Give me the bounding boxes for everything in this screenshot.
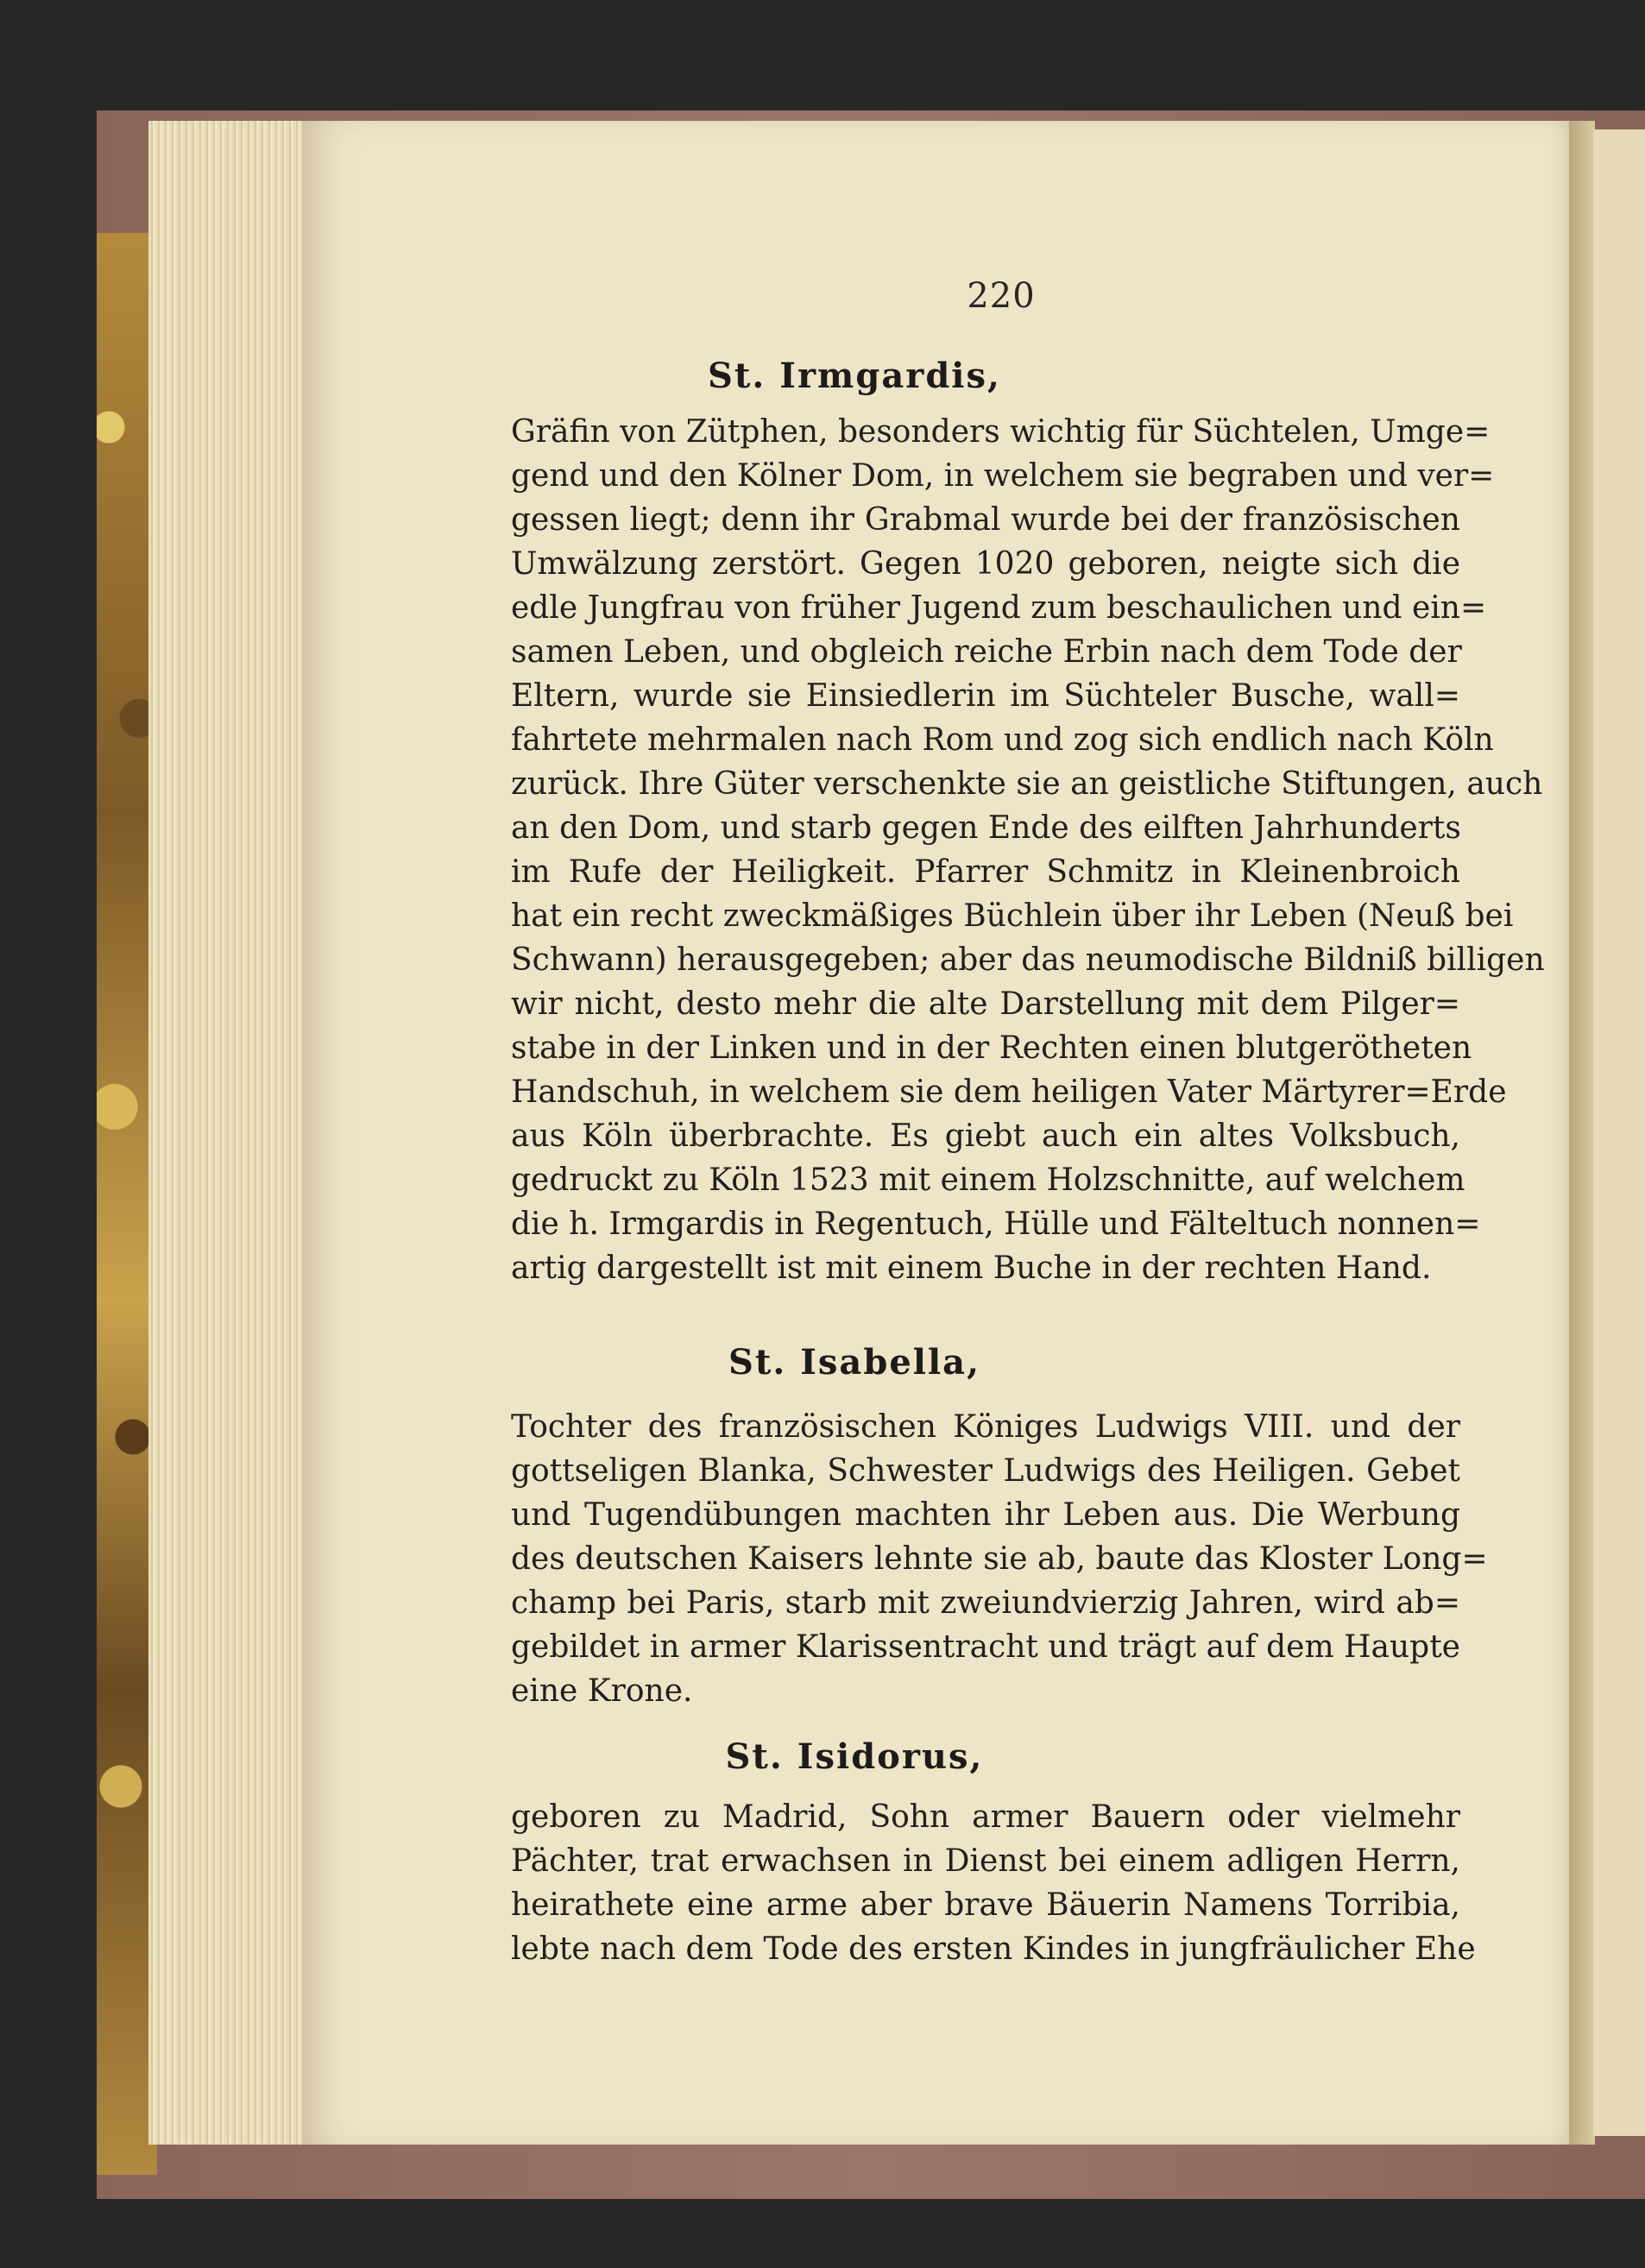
text-line: Eltern, wurde sie Einsiedlerin im Süchteler Busche, wall=: [511, 678, 1460, 714]
section-heading-irmgardis: St. Irmgardis,: [708, 356, 1001, 396]
text-line: artig dargestellt ist mit einem Buche in der rechten Hand.: [511, 1251, 1432, 1286]
section-text-isabella: [511, 1405, 1488, 1713]
text-line: Umwälzung zerstört. Gegen 1020 geboren, neigte sich die: [511, 546, 1460, 582]
text-line: champ bei Paris, starb mit zweiundvierzig Jahren, wird ab=: [511, 1585, 1460, 1621]
text-line: Handschuh, in welchem sie dem heiligen Vater Märtyrer=Erde: [511, 1074, 1507, 1110]
text-line: stabe in der Linken und in der Rechten einen blutgerötheten: [511, 1030, 1472, 1066]
text-line: an den Dom, und starb gegen Ende des eilften Jahrhunderts: [511, 810, 1461, 846]
text-line: im Rufe der Heiligkeit. Pfarrer Schmitz in Kleinenbroich: [511, 854, 1460, 890]
text-line: hat ein recht zweckmäßiges Büchlein über ihr Leben (Neuß bei: [511, 898, 1514, 934]
text-line: die h. Irmgardis in Regentuch, Hülle und Fälteltuch nonnen=: [511, 1206, 1481, 1242]
text-line: aus Köln überbrachte. Es giebt auch ein altes Volksbuch,: [511, 1118, 1460, 1154]
section-heading-isabella: St. Isabella,: [728, 1342, 980, 1383]
page-block-edge: [148, 121, 312, 2145]
text-line: Pächter, trat erwachsen in Dienst bei einem adligen Herrn,: [511, 1843, 1460, 1879]
text-line: samen Leben, und obgleich reiche Erbin nach dem Tode der: [511, 634, 1462, 670]
text-line: lebte nach dem Tode des ersten Kindes in jungfräulicher Ehe: [511, 1931, 1476, 1967]
facing-page: [1593, 129, 1645, 2136]
section-text-isidorus: [511, 1795, 1476, 1971]
section-heading-isidorus: St. Isidorus,: [725, 1736, 984, 1777]
text-line: fahrtete mehrmalen nach Rom und zog sich endlich nach Köln: [511, 722, 1494, 758]
page-gutter: [1569, 121, 1595, 2145]
text-line: geboren zu Madrid, Sohn armer Bauern oder vielmehr: [511, 1799, 1460, 1835]
text-line: gedruckt zu Köln 1523 mit einem Holzschnitte, auf welchem: [511, 1162, 1465, 1198]
text-line: und Tugendübungen machten ihr Leben aus. Die Werbung: [511, 1497, 1460, 1533]
text-line: Gräfin von Zütphen, besonders wichtig für Süchtelen, Umge=: [511, 414, 1491, 450]
section-text-irmgardis: [511, 410, 1545, 1290]
text-line: eine Krone.: [511, 1673, 693, 1709]
text-line: Schwann) herausgegeben; aber das neumodische Bildniß billigen: [511, 942, 1545, 978]
text-line: zurück. Ihre Güter verschenkte sie an geistliche Stiftungen, auch: [511, 766, 1543, 802]
text-line: gend und den Kölner Dom, in welchem sie begraben und ver=: [511, 458, 1495, 494]
text-line: des deutschen Kaisers lehnte sie ab, baute das Kloster Long=: [511, 1541, 1488, 1577]
text-line: Tochter des französischen Königes Ludwigs VIII. und der: [511, 1409, 1460, 1445]
text-line: gottseligen Blanka, Schwester Ludwigs des Heiligen. Gebet: [511, 1453, 1460, 1489]
text-line: gebildet in armer Klarissentracht und trägt auf dem Haupte: [511, 1629, 1460, 1665]
text-line: heirathete eine arme aber brave Bäuerin Namens Torribia,: [511, 1887, 1460, 1923]
page-number: 220: [967, 276, 1036, 316]
text-line: edle Jungfrau von früher Jugend zum beschaulichen und ein=: [511, 590, 1487, 626]
text-line: wir nicht, desto mehr die alte Darstellung mit dem Pilger=: [511, 986, 1460, 1022]
text-line: gessen liegt; denn ihr Grabmal wurde bei der französischen: [511, 502, 1460, 538]
